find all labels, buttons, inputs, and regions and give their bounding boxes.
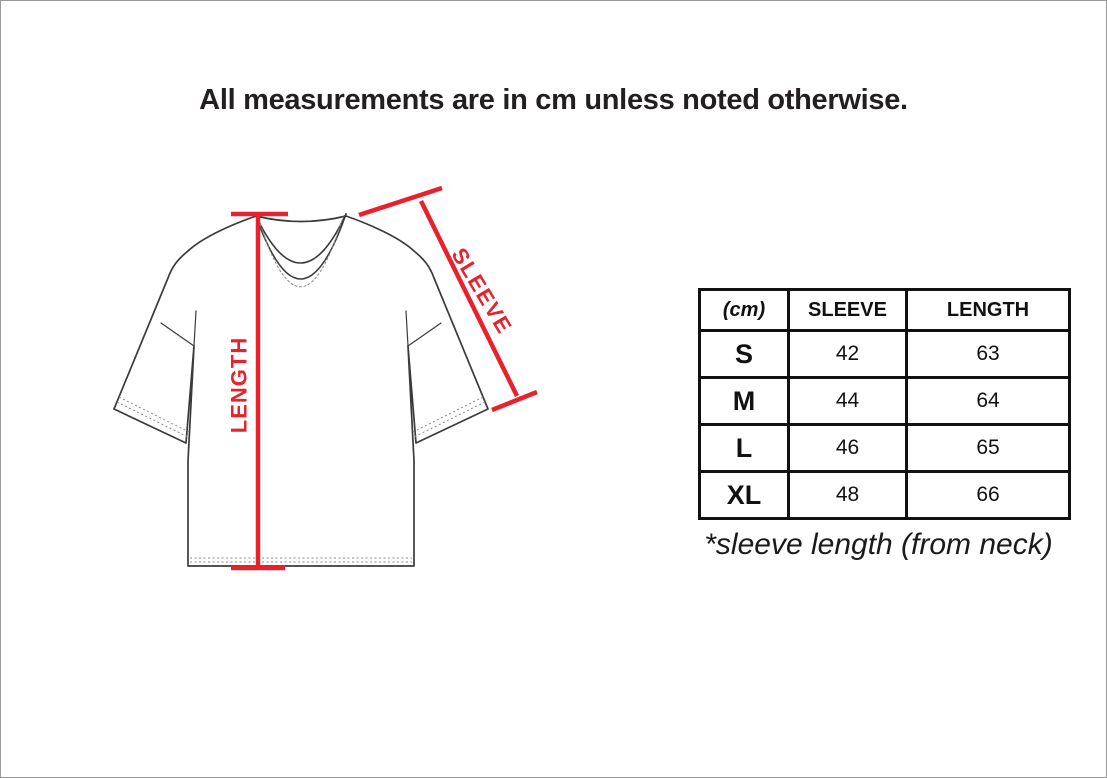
- page-title: All measurements are in cm unless noted otherwise.: [199, 84, 908, 116]
- length-value: 63: [907, 331, 1070, 378]
- size-table-container: [698, 288, 1059, 520]
- sleeve-label: SLEEVE: [446, 243, 518, 339]
- sleeve-value: 46: [789, 425, 907, 472]
- stitch-lines: [117, 397, 485, 562]
- size-label: XL: [700, 472, 789, 519]
- collar: [256, 214, 346, 287]
- length-value: 65: [907, 425, 1070, 472]
- size-label: L: [700, 425, 789, 472]
- tshirt-outline: [114, 216, 488, 566]
- header-length: LENGTH: [907, 290, 1070, 331]
- header-sleeve: SLEEVE: [789, 290, 907, 331]
- size-table: [698, 288, 1071, 520]
- length-label: LENGTH: [226, 336, 252, 434]
- table-row-s: [700, 331, 1070, 378]
- table-row-m: [700, 378, 1070, 425]
- sleeve-value: 44: [789, 378, 907, 425]
- sleeve-value: 48: [789, 472, 907, 519]
- sleeve-measure-line: [359, 188, 537, 410]
- size-label: M: [700, 378, 789, 425]
- size-table-header-row: [700, 290, 1070, 331]
- sleeve-footnote: *sleeve length (from neck): [704, 528, 1053, 561]
- table-row-l: [700, 425, 1070, 472]
- sleeve-value: 42: [789, 331, 907, 378]
- header-unit: (cm): [700, 290, 789, 331]
- table-row-xl: [700, 472, 1070, 519]
- length-value: 66: [907, 472, 1070, 519]
- length-value: 64: [907, 378, 1070, 425]
- size-label: S: [700, 331, 789, 378]
